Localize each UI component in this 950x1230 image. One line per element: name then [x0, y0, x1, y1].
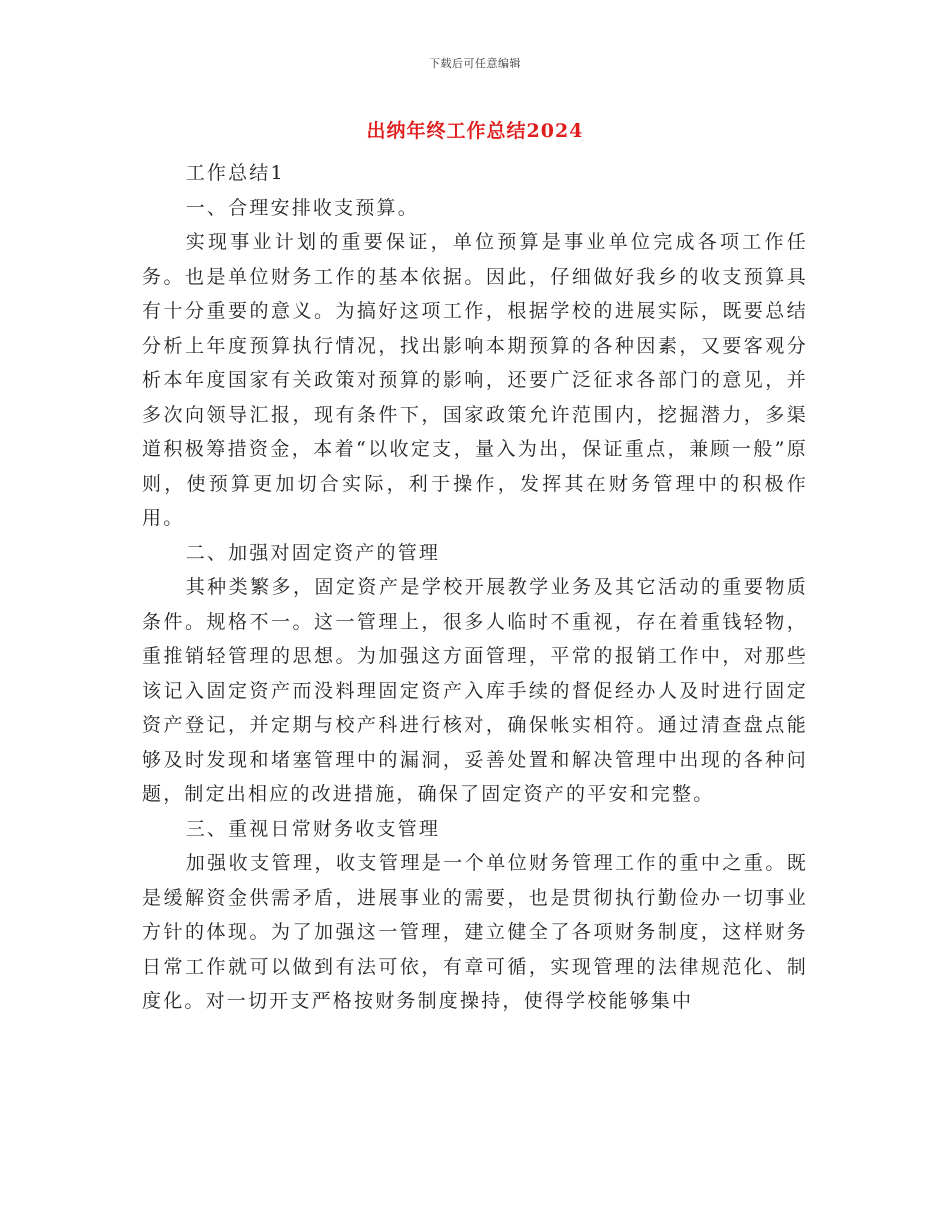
document-body [142, 156, 808, 1019]
body-paragraph: 其种类繁多，固定资产是学校开展教学业务及其它活动的重要物质条件。规格不一。这一管理上，很多人临时不重视，存在着重钱轻物，重推销轻管理的思想。为加强这方面管理，平常的报销工作中，对那些该记入固定资产而没料理固定资产入库手续的督促经办人及时进行固定资产登记，并定期与校产科进行核对，确保帐实相符。通过清查盘点能够及时发现和堵塞管理中的漏洞，妥善处置和解决管理中出现的各种问题，制定出相应的改进措施，确保了固定资产的平安和完整。 [142, 576, 808, 805]
section-heading: 三、重视日常财务收支管理 [185, 817, 441, 840]
document-title: 出纳年终工作总结2024 [366, 120, 584, 142]
body-paragraph: 加强收支管理，收支管理是一个单位财务管理工作的重中之重。既是缓解资金供需矛盾，进展事业的需要，也是贯彻执行勤俭办一切事业方针的体现。为了加强这一管理，建立健全了各项财务制度，这样财务日常工作就可以做到有法可依，有章可循，实现管理的法律规范化、制度化。对一切开支严格按财务制度操持，使得学校能够集中 [142, 852, 808, 1012]
section-heading: 一、合理安排收支预算。 [185, 196, 419, 219]
section-heading: 工作总结1 [185, 162, 285, 184]
body-paragraph: 实现事业计划的重要保证，单位预算是事业单位完成各项工作任务。也是单位财务工作的基本依据。因此，仔细做好我乡的收支预算具有十分重要的意义。为搞好这项工作，根据学校的进展实际，既要总结分析上年度预算执行情况，找出影响本期预算的各种因素，又要客观分析本年度国家有关政策对预算的影响，还要广泛征求各部门的意见，并多次向领导汇报，现有条件下，国家政策允许范围内，挖掘潜力，多渠道积极筹措资金，本着“以收定支，量入为出，保证重点，兼顾一般”原则，使预算更加切合实际，利于操作，发挥其在财务管理中的积极作用。 [142, 231, 808, 529]
header-note: 下载后可任意编辑 [429, 57, 521, 70]
section-heading: 二、加强对固定资产的管理 [185, 541, 441, 564]
